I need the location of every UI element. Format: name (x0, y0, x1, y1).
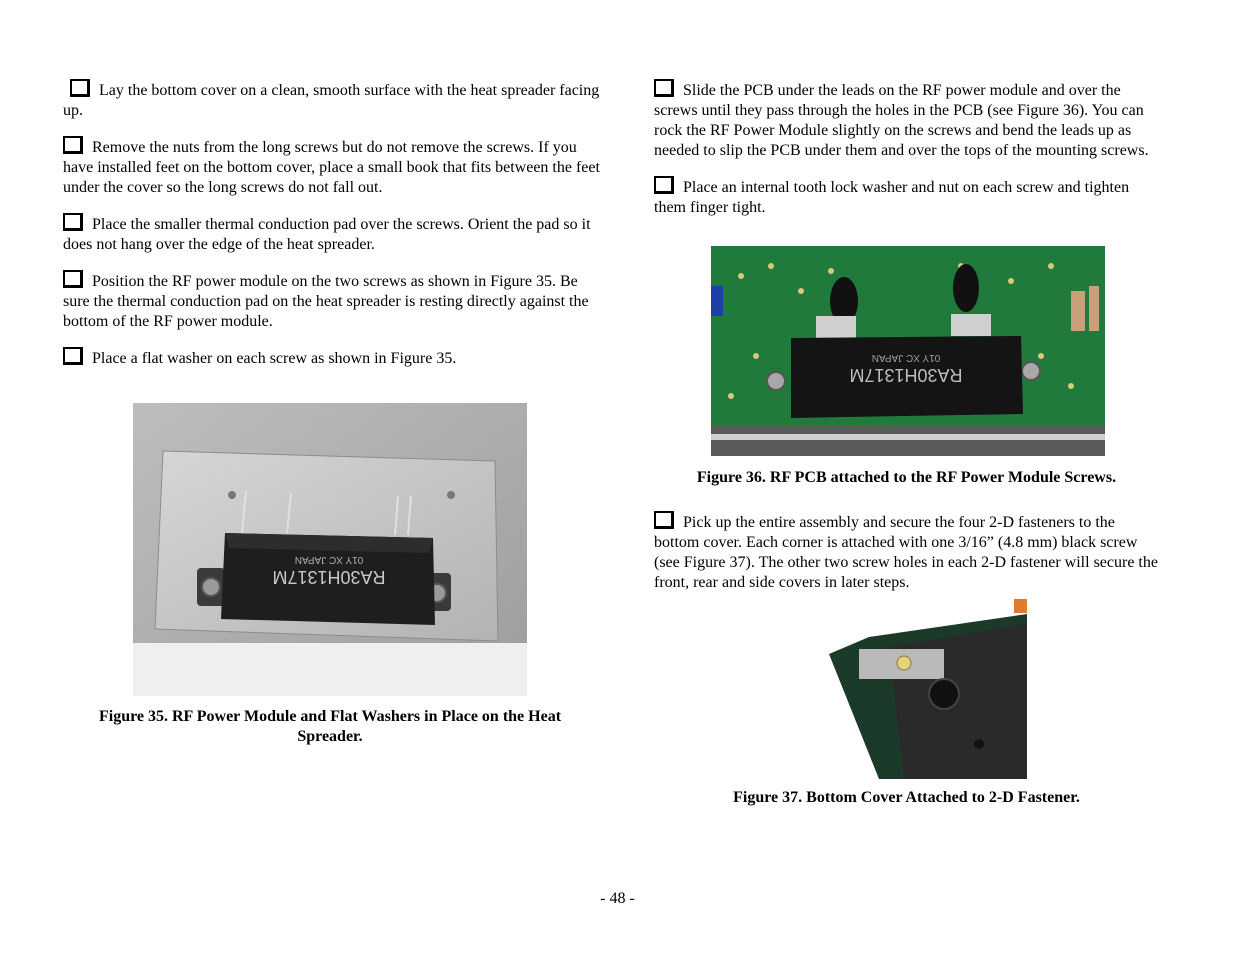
step-text: Slide the PCB under the leads on the RF power module and over the screws until they pass through the holes in the PCB (see Figure 36). You can rock the RF Power Module slightly on the screws and bend the leads up as needed to slip the PCB under them and over the tops of the mounting screws. (654, 82, 1149, 159)
checkbox-icon[interactable] (63, 347, 83, 365)
step-text: Pick up the entire assembly and secure the four 2-D fasteners to the bottom cover. Each corner is attached with one 3/16” (4.8 mm) black screw (see Figure 37). The other two screw holes in each 2-D fastener will secure the front, rear and side covers in later steps. (654, 514, 1158, 591)
checkbox-icon[interactable] (654, 79, 674, 97)
figure-37-photo (829, 599, 1027, 779)
module-part-number: RA30H1317M (272, 567, 386, 587)
figure-36-caption: Figure 36. RF PCB attached to the RF Power Module Screws. (696, 469, 1117, 486)
step-position-module (63, 270, 603, 332)
checkbox-icon[interactable] (654, 511, 674, 529)
step-secure-fasteners (654, 511, 1159, 593)
bottom-cover-fastener-image (829, 599, 1027, 779)
checkbox-icon[interactable] (70, 79, 90, 97)
pcb-module-part-number: RA30H1317M (849, 365, 963, 385)
step-text: Lay the bottom cover on a clean, smooth surface with the heat spreader facing up. (63, 82, 600, 119)
step-text: Position the RF power module on the two screws as shown in Figure 35. Be sure the thermal conduction pad on the heat spreader is resting directly against the bottom of the RF power module. (63, 273, 589, 330)
step-remove-nuts (63, 136, 603, 198)
rf-pcb-image (711, 246, 1105, 456)
step-slide-pcb (654, 79, 1159, 161)
page-number: - 48 - (600, 890, 635, 907)
right-column (654, 79, 1159, 233)
checkbox-icon[interactable] (63, 213, 83, 231)
step-text: Place the smaller thermal conduction pad over the screws. Orient the pad so it does not hang over the edge of the heat spreader. (63, 216, 591, 253)
step-text: Place a flat washer on each screw as shown in Figure 35. (92, 350, 457, 367)
pcb-module-sub-label: 01Y XC JAPAN (871, 352, 941, 363)
step-lay-bottom-cover (63, 79, 603, 121)
figure-36-photo (711, 246, 1105, 456)
right-column-lower (654, 511, 1159, 608)
figure-35-photo (133, 403, 527, 696)
step-flat-washer (63, 347, 603, 369)
rf-module-heat-spreader-image (133, 403, 527, 696)
checkbox-icon[interactable] (63, 270, 83, 288)
step-text: Remove the nuts from the long screws but do not remove the screws. If you have installed feet on the bottom cover, place a small book that fits between the feet under the cover so the long screws do not fall out. (63, 139, 600, 196)
checkbox-icon[interactable] (63, 136, 83, 154)
checkbox-icon[interactable] (654, 176, 674, 194)
step-text: Place an internal tooth lock washer and nut on each screw and tighten them finger tight. (654, 179, 1130, 216)
figure-35-caption: Figure 35. RF Power Module and Flat Washers in Place on the Heat Spreader. (98, 708, 562, 745)
module-sub-label: 01Y XC JAPAN (294, 554, 364, 565)
figure-37-caption: Figure 37. Bottom Cover Attached to 2-D Fastener. (733, 789, 1080, 806)
left-column (63, 79, 603, 384)
step-lock-washer (654, 176, 1159, 218)
step-thermal-pad (63, 213, 603, 255)
